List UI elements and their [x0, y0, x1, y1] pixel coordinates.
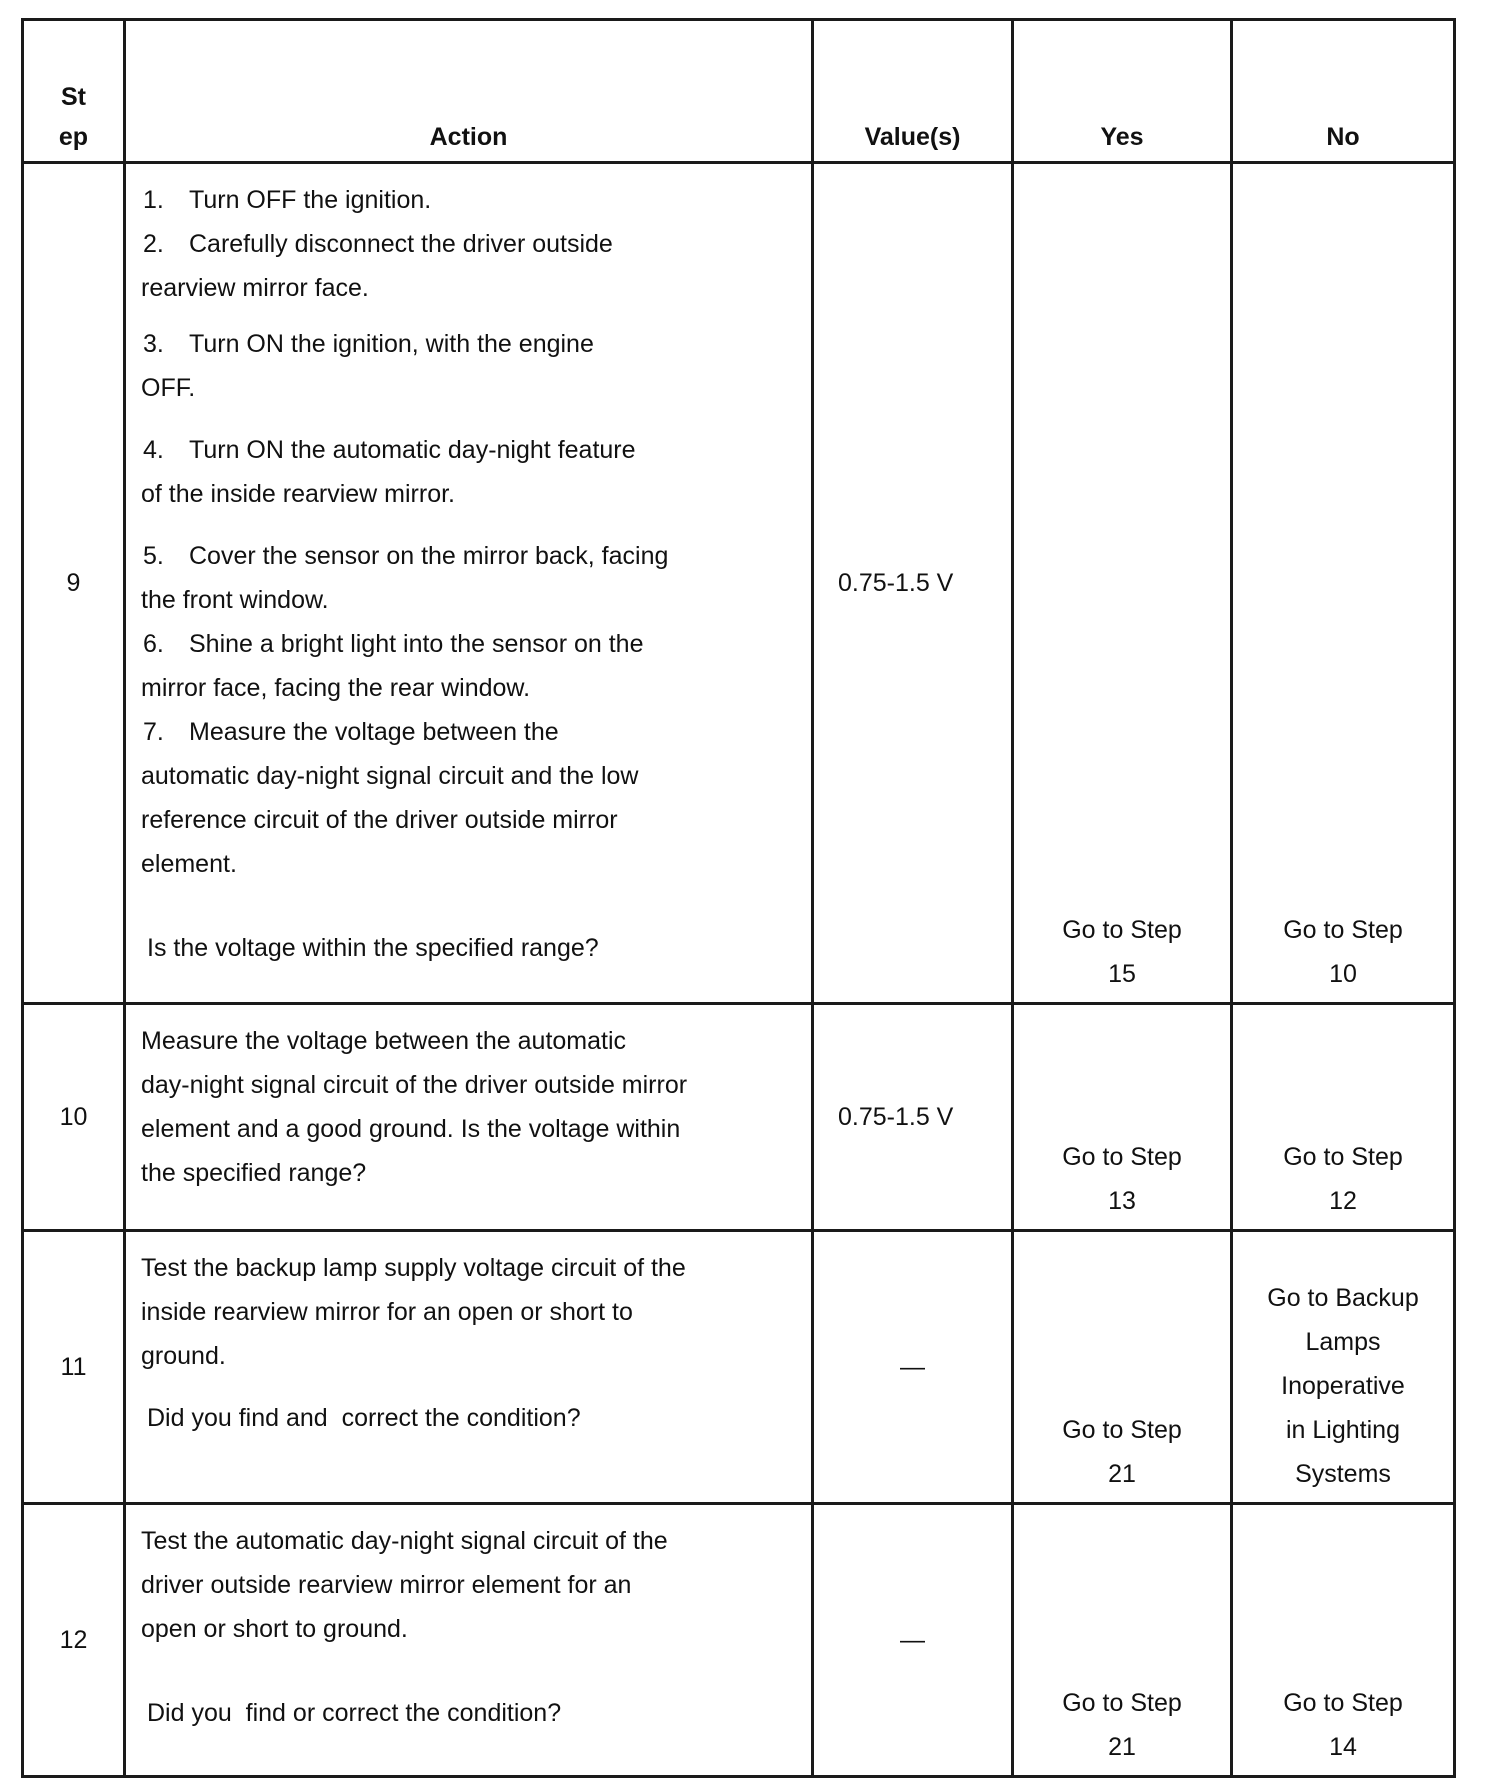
value-cell: —: [813, 1504, 1013, 1777]
item-number: 3.: [143, 330, 164, 358]
header-row: [23, 20, 1455, 163]
step-number: 12: [23, 1504, 125, 1777]
no-cell: [1232, 1004, 1455, 1231]
header-action: Action: [125, 20, 813, 163]
header-no: No: [1232, 20, 1455, 163]
item-number: 5.: [143, 542, 164, 570]
no-text: Go to Step: [1283, 1689, 1403, 1717]
header-values: Value(s): [813, 20, 1013, 163]
item-number: 2.: [143, 230, 164, 258]
action-cell: [125, 1231, 813, 1504]
action-item-4: [141, 428, 795, 516]
action-text: element and a good ground. Is the voltage within: [141, 1115, 681, 1143]
yes-cell: [1013, 163, 1232, 1004]
action-question: Did you find and correct the condition?: [147, 1404, 581, 1432]
item-number: 4.: [143, 436, 164, 464]
action-item-6: [141, 622, 795, 710]
no-text: Go to Step: [1283, 916, 1403, 944]
action-item-5: [141, 534, 795, 622]
value-cell: 0.75-1.5 V: [813, 163, 1013, 1004]
table-row-step-9: [23, 163, 1455, 1004]
no-cell: [1232, 1231, 1455, 1504]
item-text: Turn OFF the ignition.: [189, 186, 432, 214]
item-text: mirror face, facing the rear window.: [141, 674, 531, 702]
action-item-2: [141, 222, 795, 310]
no-step: 12: [1329, 1187, 1357, 1215]
action-text: open or short to ground.: [141, 1615, 408, 1643]
yes-cell: [1013, 1004, 1232, 1231]
item-text: rearview mirror face.: [141, 274, 369, 302]
yes-cell: [1013, 1231, 1232, 1504]
yes-text: Go to Step: [1062, 1416, 1182, 1444]
action-cell: [125, 163, 813, 1004]
no-text: in Lighting: [1286, 1416, 1400, 1444]
action-text: day-night signal circuit of the driver outside mirror: [141, 1071, 688, 1099]
item-text: Measure the voltage between the: [189, 718, 559, 746]
yes-text: Go to Step: [1062, 1143, 1182, 1171]
header-step-line2: ep: [58, 123, 89, 151]
yes-step: 21: [1108, 1733, 1136, 1761]
table-row-step-12: [23, 1504, 1455, 1777]
item-text: element.: [141, 850, 237, 878]
yes-step: 15: [1108, 960, 1136, 988]
item-text: automatic day-night signal circuit and the low: [141, 762, 639, 790]
no-text: Go to Backup: [1267, 1284, 1419, 1312]
no-cell: [1232, 1504, 1455, 1777]
action-item-1: [141, 178, 795, 222]
value-cell: —: [813, 1231, 1013, 1504]
header-step: [23, 20, 125, 163]
yes-text: Go to Step: [1062, 916, 1182, 944]
action-text: inside rearview mirror for an open or short to: [141, 1298, 633, 1326]
item-text: reference circuit of the driver outside mirror: [141, 806, 618, 834]
item-number: 1.: [143, 186, 164, 214]
action-cell: [125, 1004, 813, 1231]
header-yes: Yes: [1013, 20, 1232, 163]
action-question: Did you find or correct the condition?: [147, 1699, 562, 1727]
yes-cell: [1013, 1504, 1232, 1777]
action-text: ground.: [141, 1342, 226, 1370]
table-row-step-10: [23, 1004, 1455, 1231]
no-step: 10: [1329, 960, 1357, 988]
header-step-line1: St: [61, 83, 86, 111]
no-text: Lamps: [1305, 1328, 1381, 1356]
no-cell: [1232, 163, 1455, 1004]
item-text: Shine a bright light into the sensor on the: [189, 630, 644, 658]
yes-step: 13: [1108, 1187, 1136, 1215]
no-step: 14: [1329, 1733, 1357, 1761]
action-text: the specified range?: [141, 1159, 367, 1187]
action-text: Measure the voltage between the automatic: [141, 1027, 627, 1055]
no-text: Systems: [1295, 1460, 1391, 1488]
item-text: Carefully disconnect the driver outside: [189, 230, 613, 258]
table-row-step-11: [23, 1231, 1455, 1504]
action-item-3: [141, 322, 795, 410]
yes-text: Go to Step: [1062, 1689, 1182, 1717]
no-text: Inoperative: [1281, 1372, 1405, 1400]
item-number: 7.: [143, 718, 164, 746]
item-text: of the inside rearview mirror.: [141, 480, 456, 508]
step-number: 11: [23, 1231, 125, 1504]
action-text: Test the backup lamp supply voltage circuit of the: [141, 1254, 686, 1282]
item-text: Cover the sensor on the mirror back, facing: [189, 542, 669, 570]
action-item-7: [141, 710, 795, 886]
action-cell: [125, 1504, 813, 1777]
item-text: the front window.: [141, 586, 329, 614]
action-text: Test the automatic day-night signal circuit of the: [141, 1527, 668, 1555]
diagnostic-table: [21, 18, 1456, 1778]
value-cell: 0.75-1.5 V: [813, 1004, 1013, 1231]
action-text: driver outside rearview mirror element for an: [141, 1571, 632, 1599]
step-number: 10: [23, 1004, 125, 1231]
yes-step: 21: [1108, 1460, 1136, 1488]
item-text: OFF.: [141, 374, 196, 402]
item-text: Turn ON the automatic day-night feature: [189, 436, 636, 464]
step-number: 9: [23, 163, 125, 1004]
no-text: Go to Step: [1283, 1143, 1403, 1171]
item-number: 6.: [143, 630, 164, 658]
item-text: Turn ON the ignition, with the engine: [189, 330, 594, 358]
action-question: Is the voltage within the specified range?: [147, 934, 599, 962]
